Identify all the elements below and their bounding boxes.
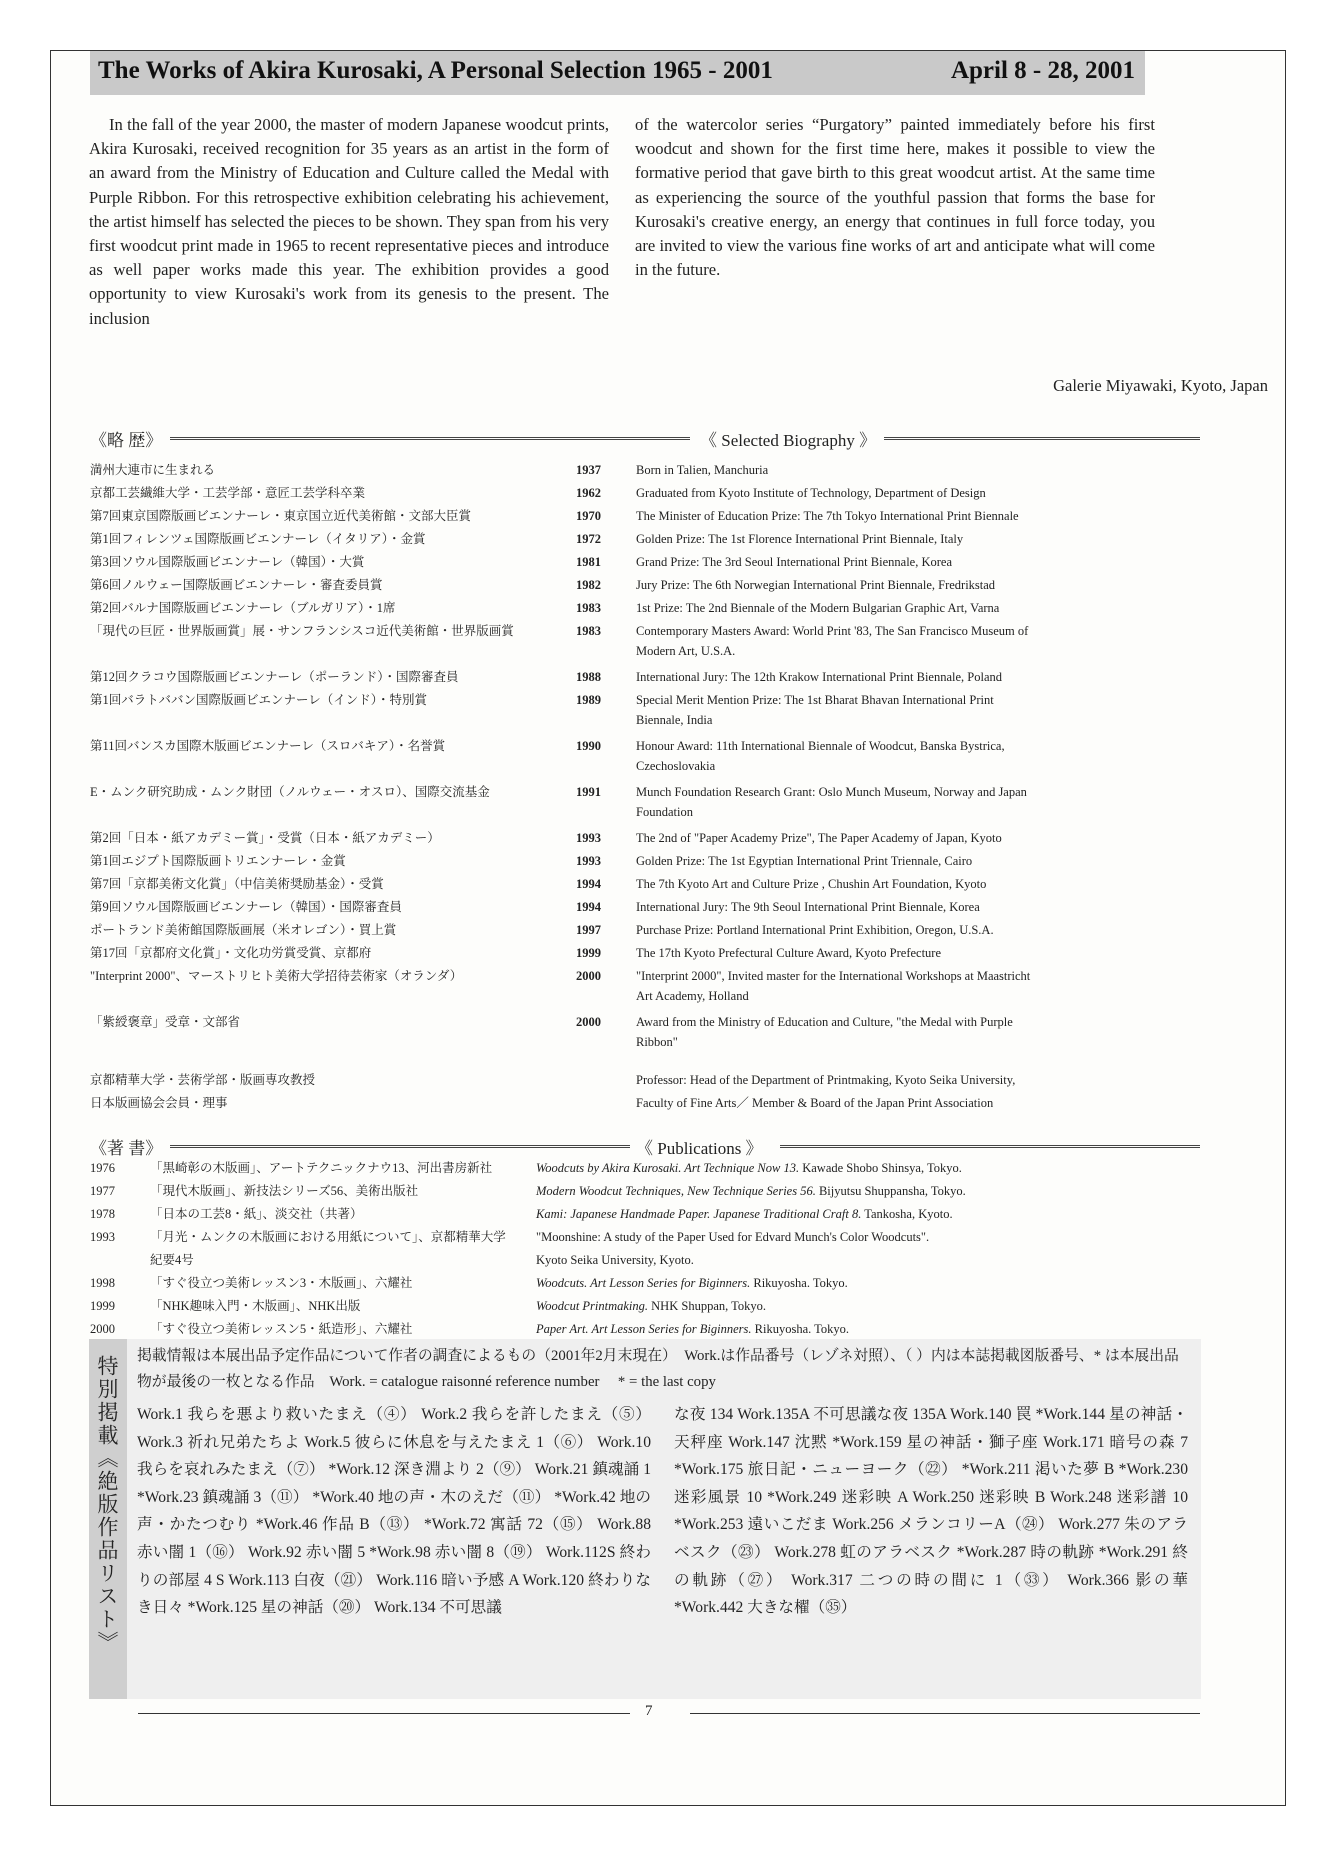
publication-title-jp: 「すぐ役立つ美術レッスン3・木版画」、六耀社 <box>150 1276 413 1290</box>
footer-rule-right <box>690 1713 1200 1714</box>
biography-year: 1983 <box>576 624 601 638</box>
biography-event-en: Munch Foundation Research Grant: Oslo Munch Museum, Norway and Japan Foundation <box>636 785 1027 819</box>
publication-year: 1978 <box>90 1207 115 1221</box>
publication-title-en <box>536 1181 966 1201</box>
biography-year: 2000 <box>576 1015 601 1029</box>
biography-year: 1988 <box>576 670 601 684</box>
publication-title-en-italic: Paper Art. Art Lesson Series for Biginners. <box>536 1322 752 1336</box>
publication-title-jp: 「月光・ムンクの木版画における用紙について」、京都精華大学 <box>150 1230 506 1244</box>
out-of-print-side-text: 特別掲載《絶版作品リスト》 <box>95 1355 119 1654</box>
biography-year: 1990 <box>576 739 601 753</box>
biography-event-en: 1st Prize: The 2nd Biennale of the Modern Bulgarian Graphic Art, Varna <box>636 601 1000 615</box>
publication-year: 2000 <box>90 1322 115 1336</box>
biography-event-en: Professor: Head of the Department of Printmaking, Kyoto Seika University, <box>636 1073 1016 1087</box>
biography-event-en: Purchase Prize: Portland International Print Exhibition, Oregon, U.S.A. <box>636 923 994 937</box>
publication-title-en <box>536 1158 962 1178</box>
biography-event-jp: 第9回ソウル国際版画ビエンナーレ（韓国）・国際審査員 <box>90 900 402 914</box>
biography-year: 1994 <box>576 900 601 914</box>
biography-event-en: Jury Prize: The 6th Norwegian International Print Biennale, Fredrikstad <box>636 578 996 592</box>
biography-event-jp: 「現代の巨匠・世界版画賞」展・サンフランシスコ近代美術館・世界版画賞 <box>90 624 514 638</box>
publication-publisher-en: Kawade Shobo Shinsya, Tokyo. <box>799 1161 962 1175</box>
biography-year: 1999 <box>576 946 601 960</box>
biography-heading-jp: 《略 歴》 <box>90 426 170 451</box>
biography-event-en: Honour Award: 11th International Biennale of Woodcut, Banska Bystrica, Czechoslovakia <box>636 739 1005 773</box>
biography-event-jp: 第3回ソウル国際版画ビエンナーレ（韓国）・大賞 <box>90 555 365 569</box>
publication-year: 1977 <box>90 1184 115 1198</box>
biography-event-jp: 日本版画協会会員・理事 <box>90 1096 228 1110</box>
biography-year: 1972 <box>576 532 601 546</box>
biography-event-jp: ポートランド美術館国際版画展（米オレゴン）・買上賞 <box>90 923 397 937</box>
publication-title-jp: 「現代木版画」、新技法シリーズ56、美術出版社 <box>150 1184 419 1198</box>
biography-event-en: The 17th Kyoto Prefectural Culture Award, Kyoto Prefecture <box>636 946 942 960</box>
biography-event-jp: 第12回クラコウ国際版画ビエンナーレ（ポーランド）・国際審査員 <box>90 670 459 684</box>
publication-title-en <box>536 1319 849 1339</box>
publications-en-rule <box>780 1145 1200 1148</box>
biography-event-jp: 第11回バンスカ国際木版画ビエンナーレ（スロバキア）・名誉賞 <box>90 739 446 753</box>
biography-event-jp: "Interprint 2000"、マーストリヒト美術大学招待芸術家（オランダ） <box>90 969 463 983</box>
biography-event-en: The 2nd of "Paper Academy Prize", The Paper Academy of Japan, Kyoto <box>636 831 1002 845</box>
publication-title-jp: 紀要4号 <box>150 1253 194 1267</box>
biography-event-en: "Interprint 2000", Invited master for the International Workshops at Maastricht Art Academy, Holland <box>636 969 1031 1003</box>
biography-year: 1994 <box>576 877 601 891</box>
out-of-print-list-right: な夜 134 Work.135A 不可思議な夜 135A Work.140 罠 *Work.144 星の神話・天秤座 Work.147 沈黙 *Work.159 星の神話・獅子座 Work.171 暗号の森 7 *Work.175 旅日記・ニューヨーク（㉒） *Work.211 渇いた夢 B *Work.230 迷彩風景 10 *Work.249 迷彩映 A Work.250 迷彩映 B Work.248 迷彩譜 10 *Work.253 遠いこだま Work.256 メランコリーA（㉔） Work.277 朱のアラベスク（㉓） Work.278 虹のアラベスク *Work.287 時の軌跡 *Work.291 終の軌跡（㉗） Work.317 二つの時の間に 1（㉝） Work.366 影の華 *Work.442 大きな櫂（㉟） <box>674 1406 1188 1617</box>
publication-title-en-italic: Woodcuts by Akira Kurosaki. Art Technique Now 13. <box>536 1161 800 1175</box>
title-bar <box>90 51 1145 95</box>
biography-event-jp: 第2回バルナ国際版画ビエンナーレ（ブルガリア）・1席 <box>90 601 396 615</box>
out-of-print-side-label <box>89 1339 127 1699</box>
biography-year: 1983 <box>576 601 601 615</box>
publication-title-en <box>536 1296 766 1316</box>
out-of-print-note: 掲載情報は本展出品予定作品について作者の調査によるもの（2001年2月末現在） Work.は作品番号（レゾネ対照）、（ ）内は本誌掲載図版番号、* は本展出品物が最後の一枚となる作品 Work. = catalogue raisonné reference number * = the last copy <box>137 1348 1179 1390</box>
biography-event-en: International Jury: The 12th Krakow International Print Biennale, Poland <box>636 670 1003 684</box>
biography-heading-en: 《 Selected Biography 》 <box>700 426 884 451</box>
publication-title-en <box>536 1204 953 1224</box>
biography-year: 1982 <box>576 578 601 592</box>
publication-year: 1993 <box>90 1230 115 1244</box>
publication-year: 1998 <box>90 1276 115 1290</box>
biography-event-en: Award from the Ministry of Education and Culture, "the Medal with Purple Ribbon" <box>636 1015 1013 1049</box>
publication-title-jp: 「すぐ役立つ美術レッスン5・紙造形」、六耀社 <box>150 1322 413 1336</box>
biography-event-en: Born in Talien, Manchuria <box>636 463 769 477</box>
biography-year: 1991 <box>576 785 601 799</box>
biography-year: 1970 <box>576 509 601 523</box>
publication-publisher-en: Rikuyosha. Tokyo. <box>750 1276 848 1290</box>
biography-year: 2000 <box>576 969 601 983</box>
publication-publisher-en: "Moonshine: A study of the Paper Used for Edvard Munch's Color Woodcuts". <box>536 1230 930 1244</box>
intro-right-column: of the watercolor series “Purgatory” painted immediately before his first woodcut and shown for the first time here, makes it possible to view the formative period that gave birth to this great woodcut artist. At the same time as experiencing the source of the youthful passion that forms the base for Kurosaki's creative energy, an energy that continues in full force today, you are invited to view the various fine works of art and anticipate what will come in the future. <box>635 115 1155 280</box>
biography-event-jp: 第2回「日本・紙アカデミー賞」・受賞（日本・紙アカデミー） <box>90 831 440 845</box>
publications-heading-en: 《 Publications 》 <box>636 1134 771 1159</box>
biography-event-jp: 満州大連市に生まれる <box>90 463 216 477</box>
biography-year: 1997 <box>576 923 601 937</box>
publication-title-en-italic: Kami: Japanese Handmade Paper. Japanese Traditional Craft 8. <box>536 1207 862 1221</box>
biography-jp-rule <box>150 437 690 440</box>
page-number: 7 <box>645 1703 653 1719</box>
biography-event-jp: 第1回バラトババン国際版画ビエンナーレ（インド）・特別賞 <box>90 693 428 707</box>
biography-event-jp: 京都工芸繊維大学・工芸学部・意匠工芸学科卒業 <box>90 486 366 500</box>
biography-year: 1981 <box>576 555 601 569</box>
biography-event-en: Faculty of Fine Arts／ Member & Board of the Japan Print Association <box>636 1096 994 1110</box>
publication-publisher-en: Kyoto Seika University, Kyoto. <box>536 1253 694 1267</box>
biography-year: 1989 <box>576 693 601 707</box>
publication-title-en-italic: Woodcuts. Art Lesson Series for Biginners. <box>536 1276 751 1290</box>
biography-event-jp: 第6回ノルウェー国際版画ビエンナーレ・審査委員賞 <box>90 578 383 592</box>
biography-event-en: Special Merit Mention Prize: The 1st Bharat Bhavan International Print Biennale, India <box>636 693 994 727</box>
publication-year: 1976 <box>90 1161 115 1175</box>
publications-heading-jp: 《著 書》 <box>90 1134 170 1159</box>
publication-title-jp: 「黒崎彰の木版画」、アートテクニックナウ13、河出書房新社 <box>150 1161 493 1175</box>
intro-left-column: In the fall of the year 2000, the master of modern Japanese woodcut prints, Akira Kurosaki, received recognition for 35 years as an artist in the form of an award from the Ministry of Education and Culture called the Medal with Purple Ribbon. For this retrospective exhibition celebrating his achievement, the artist himself has selected the pieces to be shown. They span from his very first woodcut print made in 1965 to recent representative pieces and introduce as well paper works made this year. The exhibition provides a good opportunity to view Kurosaki's work from its genesis to the present. The inclusion <box>89 115 609 328</box>
publications-jp-rule <box>150 1145 630 1148</box>
biography-year: 1937 <box>576 463 601 477</box>
biography-event-en: Graduated from Kyoto Institute of Technology, Department of Design <box>636 486 986 500</box>
biography-event-jp: 第7回東京国際版画ビエンナーレ・東京国立近代美術館・文部大臣賞 <box>90 509 472 523</box>
biography-event-jp: 第7回「京都美術文化賞」（中信美術奨励基金）・受賞 <box>90 877 384 891</box>
out-of-print-works-box <box>89 1339 1201 1699</box>
biography-event-en: The 7th Kyoto Art and Culture Prize , Chushin Art Foundation, Kyoto <box>636 877 987 891</box>
publication-publisher-en: Bijyutsu Shuppansha, Tokyo. <box>815 1184 966 1198</box>
publication-title-en <box>536 1250 694 1270</box>
exhibition-dates: April 8 - 28, 2001 <box>950 57 1135 84</box>
biography-year: 1993 <box>576 831 601 845</box>
publication-title-en <box>536 1227 929 1247</box>
publication-title-jp: 「日本の工芸8・紙」、淡交社（共著） <box>150 1207 363 1221</box>
biography-event-en: Grand Prize: The 3rd Seoul International Print Biennale, Korea <box>636 555 952 569</box>
biography-event-en: The Minister of Education Prize: The 7th Tokyo International Print Biennale <box>636 509 1019 523</box>
biography-event-en: Golden Prize: The 1st Florence International Print Biennale, Italy <box>636 532 964 546</box>
page-title: The Works of Akira Kurosaki, A Personal Selection 1965 - 2001 <box>98 57 773 84</box>
biography-event-jp: 「紫綬褒章」受章・文部省 <box>90 1015 241 1029</box>
biography-event-en: Contemporary Masters Award: World Print '83, The San Francisco Museum of Modern Art, U.S.A. <box>636 624 1029 658</box>
publication-title-en-italic: Modern Woodcut Techniques, New Technique Series 56. <box>536 1184 816 1198</box>
biography-event-jp: 第1回エジプト国際版画トリエンナーレ・金賞 <box>90 854 346 868</box>
biography-year: 1962 <box>576 486 601 500</box>
out-of-print-list-left: Work.1 我らを悪より救いたまえ（④） Work.2 我らを許したまえ（⑤） Work.3 祈れ兄弟たちよ Work.5 彼らに休息を与えたまえ 1（⑥） Work.10 我らを哀れみたまえ（⑦） *Work.12 深き淵より 2（⑨） Work.21 鎮魂誦 1 *Work.23 鎮魂誦 3（⑪） *Work.40 地の声・木のえだ（⑪） *Work.42 地の声・かたつむり *Work.46 作品 B（⑬） *Work.72 寓話 72（⑮） Work.88 赤い闇 1（⑯） Work.92 赤い闇 5 *Work.98 赤い闇 8（⑲） Work.112S 終わりの部屋 4 S Work.113 白夜（㉑） Work.116 暗い予感 A Work.120 終わりなき日々 *Work.125 星の神話（⑳） Work.134 不可思議 <box>137 1406 651 1617</box>
biography-year: 1993 <box>576 854 601 868</box>
publication-title-en-italic: Woodcut Printmaking. <box>536 1299 649 1313</box>
footer-rule-left <box>138 1713 630 1714</box>
biography-event-jp: 京都精華大学・芸術学部・版画専攻教授 <box>90 1073 316 1087</box>
biography-event-jp: E・ムンク研究助成・ムンク財団（ノルウェー・オスロ）、国際交流基金 <box>90 785 490 799</box>
publication-title-jp: 「NHK趣味入門・木版画」、NHK出版 <box>150 1299 361 1313</box>
biography-event-jp: 第17回「京都府文化賞」・文化功労賞受賞、京都府 <box>90 946 372 960</box>
biography-event-en: Golden Prize: The 1st Egyptian International Print Triennale, Cairo <box>636 854 973 868</box>
publication-publisher-en: Rikuyosha. Tokyo. <box>751 1322 850 1336</box>
publication-title-en <box>536 1273 848 1293</box>
biography-event-en: International Jury: The 9th Seoul International Print Biennale, Korea <box>636 900 980 914</box>
publication-publisher-en: Tankosha, Kyoto. <box>861 1207 953 1221</box>
biography-en-rule <box>860 437 1200 440</box>
biography-event-jp: 第1回フィレンツェ国際版画ビエンナーレ（イタリア）・金賞 <box>90 532 426 546</box>
publication-year: 1999 <box>90 1299 115 1313</box>
signature: Galerie Miyawaki, Kyoto, Japan <box>1053 376 1268 395</box>
publication-publisher-en: NHK Shuppan, Tokyo. <box>648 1299 767 1313</box>
